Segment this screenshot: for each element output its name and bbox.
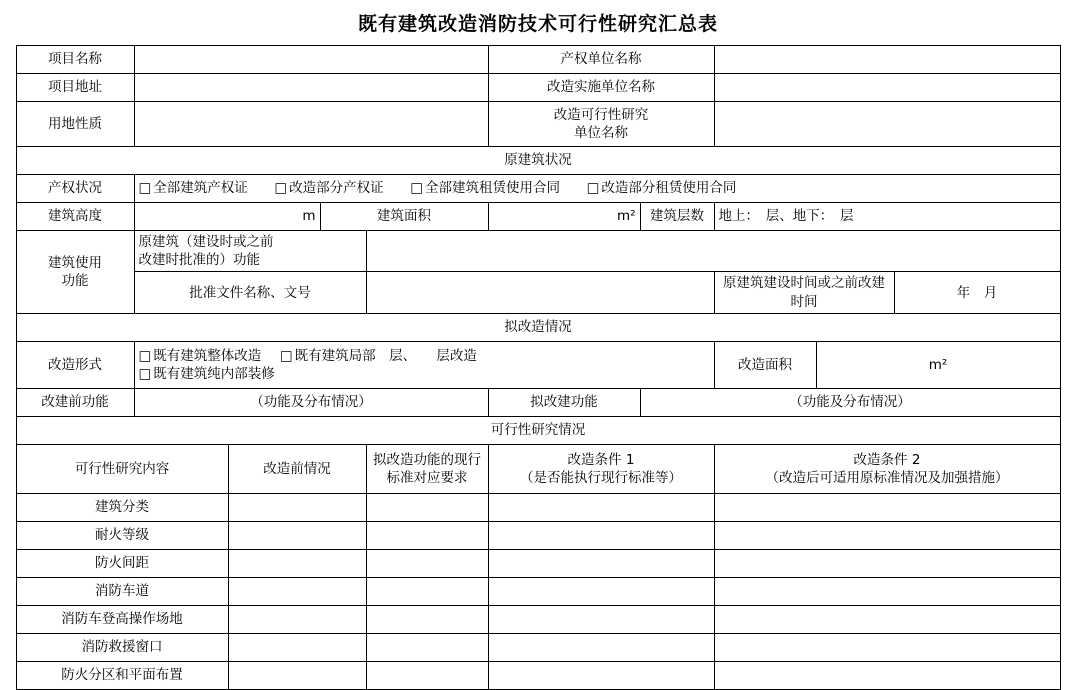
original-building-function-label [134, 231, 366, 272]
feasibility-item-condition1[interactable] [488, 661, 714, 689]
checkbox-option-0[interactable]: □ 全部建筑产权证 [139, 180, 248, 196]
feasibility-header-condition1-line2: （是否能执行现行标准等） [520, 469, 682, 486]
table-row [16, 231, 1060, 272]
checkbox-option-1[interactable]: □ 改造部分产权证 [274, 180, 383, 196]
summary-table [16, 45, 1061, 690]
property-status-label: 产权状况 [16, 175, 134, 203]
building-area-value[interactable] [488, 203, 640, 231]
building-height-unit: m [302, 208, 316, 225]
property-status-options [134, 175, 1060, 203]
feasibility-item-condition2[interactable] [714, 661, 1060, 689]
table-row [16, 444, 1060, 493]
land-nature-label: 用地性质 [16, 102, 134, 147]
table-row [16, 175, 1060, 203]
reform-area-value[interactable] [816, 341, 1060, 388]
original-building-function-line2: 改建时批准的）功能 [138, 252, 260, 269]
before-function-value[interactable]: （功能及分布情况） [134, 388, 488, 416]
checkbox-reform-0[interactable]: □ 既有建筑整体改造 [139, 348, 262, 364]
building-area-label: 建筑面积 [320, 203, 488, 231]
feasibility-item-before[interactable] [228, 577, 366, 605]
project-address-label: 项目地址 [16, 74, 134, 102]
approval-doc-value[interactable] [366, 272, 714, 313]
feasibility-unit-label-line2: 单位名称 [574, 125, 628, 141]
feasibility-item-before[interactable] [228, 661, 366, 689]
feasibility-header-content: 可行性研究内容 [16, 444, 228, 493]
feasibility-header-standard [366, 444, 488, 493]
reform-type-options [134, 341, 714, 388]
building-area-unit: m² [616, 208, 636, 225]
page-title: 既有建筑改造消防技术可行性研究汇总表 [357, 13, 718, 35]
feasibility-unit-label [488, 102, 714, 147]
approval-doc-label: 批准文件名称、文号 [134, 272, 366, 313]
table-row [16, 313, 1060, 341]
feasibility-header-condition1-line1: 改造条件 1 [567, 451, 635, 468]
feasibility-item-before[interactable] [228, 633, 366, 661]
original-building-function-line1: 原建筑（建设时或之前 [138, 234, 274, 250]
table-row [16, 605, 1060, 633]
project-name-value[interactable] [134, 46, 488, 74]
feasibility-item-condition1[interactable] [488, 521, 714, 549]
table-row [16, 661, 1060, 689]
table-row [16, 493, 1060, 521]
property-unit-value[interactable] [714, 46, 1060, 74]
build-time-label: 原建筑建设时间或之前改建时间 [714, 272, 894, 313]
build-time-value[interactable]: 年 月 [894, 272, 1060, 313]
table-row [16, 341, 1060, 388]
table-row [16, 46, 1060, 74]
feasibility-item-standard[interactable] [366, 521, 488, 549]
feasibility-item-standard[interactable] [366, 661, 488, 689]
table-row [16, 388, 1060, 416]
table-row [16, 203, 1060, 231]
building-floors-label: 建筑层数 [640, 203, 714, 231]
building-height-value[interactable] [134, 203, 320, 231]
feasibility-header-condition2-line2: （改造后可适用原标准情况及加强措施） [765, 469, 1009, 486]
table-row [16, 74, 1060, 102]
table-row [16, 272, 1060, 313]
table-row [16, 521, 1060, 549]
land-nature-value[interactable] [134, 102, 488, 147]
feasibility-item-condition1[interactable] [488, 633, 714, 661]
use-function-label [16, 231, 134, 314]
project-address-value[interactable] [134, 74, 488, 102]
feasibility-header-condition1 [488, 444, 714, 493]
feasibility-item-condition1[interactable] [488, 605, 714, 633]
feasibility-item-condition1[interactable] [488, 549, 714, 577]
checkbox-option-2[interactable]: □ 全部建筑租赁使用合同 [410, 180, 560, 196]
building-floors-value[interactable]: 地上： 层、地下： 层 [714, 203, 1060, 231]
property-unit-label: 产权单位名称 [488, 46, 714, 74]
feasibility-item-condition2[interactable] [714, 633, 1060, 661]
section-planned-reform: 拟改造情况 [16, 313, 1060, 341]
table-row [16, 102, 1060, 147]
feasibility-header-before: 改造前情况 [228, 444, 366, 493]
feasibility-item-label: 消防救援窗口 [16, 633, 228, 661]
building-height-label: 建筑高度 [16, 203, 134, 231]
feasibility-item-condition2[interactable] [714, 577, 1060, 605]
feasibility-item-condition2[interactable] [714, 549, 1060, 577]
section-original-building: 原建筑状况 [16, 147, 1060, 175]
reform-area-unit: m² [928, 356, 948, 373]
table-row [16, 416, 1060, 444]
feasibility-header-condition2-line1: 改造条件 2 [853, 451, 921, 468]
feasibility-item-label: 防火分区和平面布置 [16, 661, 228, 689]
feasibility-header-standard-line1: 拟改造功能的现行 [373, 451, 481, 468]
original-building-function-value[interactable] [366, 231, 1060, 272]
after-function-value[interactable]: （功能及分布情况） [640, 388, 1060, 416]
table-row [16, 577, 1060, 605]
feasibility-item-before[interactable] [228, 493, 366, 521]
before-function-label: 改建前功能 [16, 388, 134, 416]
feasibility-item-condition1[interactable] [488, 493, 714, 521]
feasibility-item-label: 防火间距 [16, 549, 228, 577]
feasibility-item-standard[interactable] [366, 549, 488, 577]
feasibility-item-standard[interactable] [366, 633, 488, 661]
use-function-label-line2: 功能 [61, 272, 89, 289]
table-row [16, 147, 1060, 175]
feasibility-item-condition2[interactable] [714, 521, 1060, 549]
checkbox-reform-2[interactable]: □ 既有建筑纯内部装修 [139, 366, 275, 382]
feasibility-item-label: 建筑分类 [16, 493, 228, 521]
table-row [16, 549, 1060, 577]
feasibility-unit-value[interactable] [714, 102, 1060, 147]
use-function-label-line1: 建筑使用 [48, 254, 102, 271]
feasibility-header-condition2 [714, 444, 1060, 493]
feasibility-item-standard[interactable] [366, 493, 488, 521]
checkbox-option-3[interactable]: □ 改造部分租赁使用合同 [587, 180, 737, 196]
section-feasibility: 可行性研究情况 [16, 416, 1060, 444]
feasibility-item-before[interactable] [228, 549, 366, 577]
reform-type-label-text: 改造形式 [48, 356, 102, 373]
reform-unit-value[interactable] [714, 74, 1060, 102]
feasibility-item-label: 消防车道 [16, 577, 228, 605]
feasibility-header-standard-line2: 标准对应要求 [386, 469, 468, 486]
feasibility-unit-label-line1: 改造可行性研究 [553, 106, 649, 123]
feasibility-item-standard[interactable] [366, 605, 488, 633]
table-row [16, 633, 1060, 661]
checkbox-reform-1[interactable]: □ 既有建筑局部 层、 层改造 [280, 348, 477, 364]
feasibility-item-standard[interactable] [366, 577, 488, 605]
feasibility-item-before[interactable] [228, 521, 366, 549]
after-function-label: 拟改建功能 [488, 388, 640, 416]
reform-unit-label: 改造实施单位名称 [488, 74, 714, 102]
reform-type-label [16, 341, 134, 388]
reform-area-label: 改造面积 [714, 341, 816, 388]
project-name-label: 项目名称 [16, 46, 134, 74]
feasibility-item-before[interactable] [228, 605, 366, 633]
feasibility-item-condition2[interactable] [714, 493, 1060, 521]
feasibility-item-condition1[interactable] [488, 577, 714, 605]
feasibility-item-label: 消防车登高操作场地 [16, 605, 228, 633]
feasibility-item-condition2[interactable] [714, 605, 1060, 633]
feasibility-item-label: 耐火等级 [16, 521, 228, 549]
